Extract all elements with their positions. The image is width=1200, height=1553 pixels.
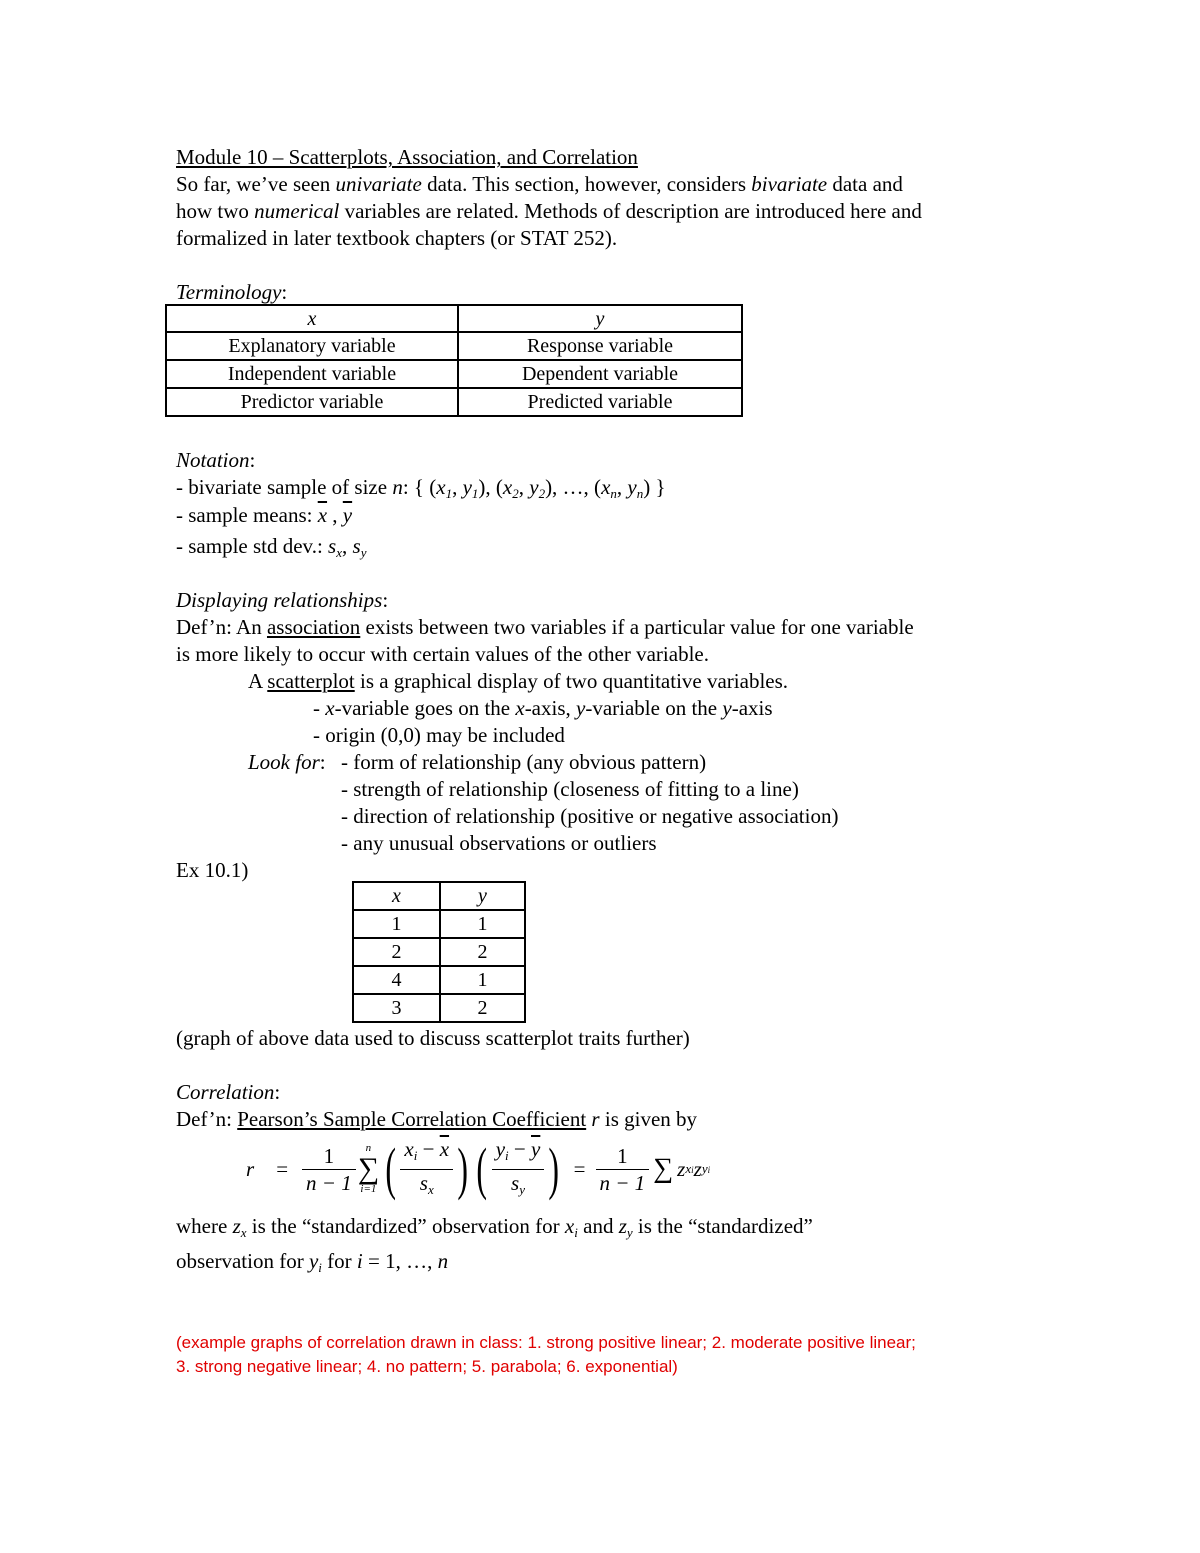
text-italic: y (308, 1249, 319, 1273)
subscript: x (240, 1225, 247, 1240)
intro-line-1 (176, 171, 903, 197)
paren-right-icon: ) (457, 1136, 469, 1201)
text-italic: s (352, 534, 361, 558)
table-cell: 1 (440, 966, 525, 994)
text-italic: r (586, 1107, 600, 1131)
y-bar-symbol: $\overline{y}$ (342, 503, 353, 527)
text: data and (827, 172, 903, 196)
terminology-table (165, 304, 743, 417)
text-italic: bivariate (751, 172, 828, 196)
text: − (508, 1136, 531, 1161)
text-italic: y (576, 696, 586, 720)
y-bar-symbol: $\overline{y}$ (531, 1136, 541, 1161)
text: for (321, 1249, 357, 1273)
look-for-item-2: - strength of relationship (closeness of fitting to a line) (341, 777, 799, 801)
formula-fraction (302, 1143, 356, 1196)
table-header-row (166, 305, 742, 332)
table-cell: 3 (353, 994, 440, 1022)
text-italic: x (436, 475, 446, 499)
notation-line-2 (176, 502, 352, 528)
text-italic: n (437, 1249, 449, 1273)
example-label: Ex 10.1) (176, 858, 249, 882)
text: observation for (176, 1249, 309, 1273)
intro-line-2 (176, 198, 922, 224)
paren-left-icon: ( (476, 1136, 488, 1201)
table-cell: 4 (353, 966, 440, 994)
table-cell: 2 (353, 938, 440, 966)
x-standardized-fraction (400, 1136, 453, 1203)
look-for-label (248, 749, 326, 775)
text: Def’n: An (176, 615, 267, 639)
fraction-numerator: 1 (596, 1143, 650, 1170)
table-row (353, 966, 525, 994)
text-italic: y (627, 475, 637, 499)
text: data. This section, however, considers (421, 172, 752, 196)
formula-equals: = (573, 1156, 586, 1181)
text: and (577, 1214, 619, 1238)
text: : (274, 1080, 281, 1104)
fraction-denominator: n − 1 (306, 1170, 352, 1195)
text: : (249, 448, 256, 472)
subscript: 1 (445, 486, 453, 501)
text-italic: s (511, 1170, 520, 1195)
table-cell: Predictor variable (166, 388, 458, 416)
text: So far, we’ve seen (176, 172, 336, 196)
text: = 1, …, (362, 1249, 438, 1273)
table-row (353, 910, 525, 938)
subscript: x (427, 1181, 434, 1197)
scatterplot-bullet-1 (313, 695, 773, 721)
z-symbol: z (677, 1156, 686, 1181)
class-note-line-1: (example graphs of correlation drawn in class: 1. strong positive linear; 2. moderate positive linear; (176, 1333, 916, 1352)
where-line-1 (176, 1213, 813, 1246)
formula-equals: = (276, 1156, 289, 1181)
table-cell: 1 (440, 910, 525, 938)
text-italic: x (325, 696, 335, 720)
where-line-2 (176, 1248, 448, 1281)
example-data-table (352, 881, 526, 1023)
subscript (702, 1161, 710, 1177)
text-italic: Correlation (176, 1080, 275, 1104)
text: -axis (731, 696, 773, 720)
text: is a graphical display of two quantitative variables. (354, 669, 789, 693)
text: variables are related. Methods of description are introduced here and (339, 199, 922, 223)
fraction-denominator: n − 1 (599, 1170, 646, 1195)
text-italic: y (495, 1136, 506, 1161)
text-italic: Look for (248, 750, 320, 774)
association-def-line-1 (176, 614, 914, 640)
subscript: n (636, 486, 644, 501)
intro-line-3: formalized in later textbook chapters (or STAT 252). (176, 226, 618, 250)
sigma-icon: ∑ (653, 1153, 674, 1184)
scatterplot-bullet-2: - origin (0,0) may be included (313, 723, 565, 747)
text: - sample std dev.: (176, 534, 329, 558)
subscript: i (574, 1225, 578, 1240)
fraction-numerator (492, 1136, 545, 1170)
text: A (248, 669, 268, 693)
text: , (452, 475, 463, 499)
subscript: i (413, 1147, 418, 1163)
terminology-heading (176, 279, 287, 305)
fraction-numerator (400, 1136, 453, 1170)
correlation-heading (176, 1079, 280, 1105)
formula-fraction (596, 1143, 650, 1196)
table-cell: Dependent variable (458, 360, 742, 388)
text: : (281, 280, 288, 304)
table-row (353, 994, 525, 1022)
table-cell: Explanatory variable (166, 332, 458, 360)
text: is the “standardized” observation for (246, 1214, 565, 1238)
text: is given by (599, 1107, 698, 1131)
table-cell: 2 (440, 994, 525, 1022)
example-caption: (graph of above data used to discuss scatterplot traits further) (176, 1026, 690, 1050)
text: ) } (643, 475, 666, 499)
text-italic: x (564, 1214, 575, 1238)
look-for-item-1: - form of relationship (any obvious pattern) (341, 750, 707, 774)
subscript: i (505, 1147, 509, 1163)
text: : { ( (402, 475, 437, 499)
text-italic: univariate (335, 172, 422, 196)
look-for-item-3: - direction of relationship (positive or negative association) (341, 804, 839, 828)
subscript: i (691, 1165, 694, 1175)
text-italic: x (515, 696, 525, 720)
table-row (353, 938, 525, 966)
text: Def’n: (176, 1107, 238, 1131)
subscript: x (336, 545, 342, 560)
subscript: y (701, 1161, 708, 1176)
table-header-row (353, 882, 525, 910)
text-italic: i (356, 1249, 363, 1273)
paren-right-icon: ) (548, 1136, 560, 1201)
text: exists between two variables if a particular value for one variable (360, 615, 914, 639)
look-for-item-4: - any unusual observations or outliers (341, 831, 657, 855)
class-note-line-2: 3. strong negative linear; 4. no pattern; 5. parabola; 6. exponential) (176, 1357, 678, 1376)
text: ), ( (478, 475, 503, 499)
text: , (327, 503, 343, 527)
x-bar-symbol: $\overline{x}$ (317, 503, 328, 527)
fraction-denominator (400, 1170, 453, 1203)
table-header-cell: x (166, 305, 458, 332)
scatterplot-def (248, 668, 788, 694)
text-italic: Terminology (176, 280, 282, 304)
sum-upper: n (365, 1142, 372, 1154)
subscript: y (626, 1225, 633, 1240)
text: , (342, 534, 353, 558)
text: , (518, 475, 530, 499)
text: ), …, ( (545, 475, 602, 499)
pearson-def (176, 1106, 697, 1132)
text-italic: y (529, 475, 539, 499)
table-row (166, 360, 742, 388)
subscript: y (360, 545, 367, 560)
text-italic: y (722, 696, 732, 720)
sum-lower: i=1 (360, 1183, 377, 1195)
page-title: Module 10 – Scatterplots, Association, and Correlation (176, 145, 638, 169)
text-italic: x (601, 475, 611, 499)
subscript: 2 (538, 486, 546, 501)
subscript: x (685, 1161, 692, 1176)
text: - bivariate sample of size (176, 475, 393, 499)
text-italic: numerical (254, 199, 340, 223)
text: − (417, 1136, 440, 1161)
text: , (616, 475, 628, 499)
table-header-cell: y (458, 305, 742, 332)
text-italic: Notation (176, 448, 250, 472)
text-italic: s (328, 534, 337, 558)
subscript: y (519, 1181, 525, 1197)
text-italic: s (419, 1170, 428, 1195)
text-italic: x (502, 475, 513, 499)
paren-left-icon: ( (385, 1136, 397, 1201)
text: is the “standardized” (632, 1214, 813, 1238)
text: -variable on the (585, 696, 723, 720)
text: : (382, 588, 389, 612)
table-cell: 2 (440, 938, 525, 966)
x-bar-symbol: $\overline{x}$ (439, 1136, 450, 1161)
term-association: association (266, 615, 361, 639)
table-header-cell: x (353, 882, 440, 910)
table-row (166, 332, 742, 360)
z-symbol: z (618, 1214, 627, 1238)
table-cell: Independent variable (166, 360, 458, 388)
table-row (166, 388, 742, 416)
subscript: 2 (512, 486, 519, 501)
text-italic: x (404, 1136, 414, 1161)
text-italic: y (462, 475, 472, 499)
subscript: n (610, 486, 617, 501)
subscript (685, 1161, 693, 1177)
formula-summation (358, 1143, 379, 1195)
z-symbol: z (693, 1156, 702, 1181)
subscript: i (707, 1165, 711, 1175)
fraction-numerator: 1 (302, 1143, 356, 1170)
table-cell: 1 (353, 910, 440, 938)
correlation-formula (246, 1137, 710, 1201)
text: how two (176, 199, 255, 223)
term-scatterplot: scatterplot (267, 669, 355, 693)
text: -variable goes on the (334, 696, 516, 720)
association-def-line-2: is more likely to occur with certain values of the other variable. (176, 642, 709, 666)
text-italic: Displaying relationships (176, 588, 383, 612)
displaying-heading (176, 587, 388, 613)
fraction-denominator (492, 1170, 545, 1203)
text: : (319, 750, 326, 774)
sigma-icon: ∑ (357, 1152, 380, 1185)
notation-line-3 (176, 533, 366, 566)
text: where (176, 1214, 233, 1238)
text-italic: n (392, 475, 403, 499)
y-standardized-fraction (492, 1136, 545, 1203)
notation-heading (176, 447, 255, 473)
subscript: 1 (471, 486, 479, 501)
text: - sample means: (176, 503, 318, 527)
text: - (313, 696, 326, 720)
term-pearson: Pearson’s Sample Correlation Coefficient (237, 1107, 587, 1131)
table-header-cell: y (440, 882, 525, 910)
subscript: i (318, 1260, 322, 1275)
formula-r: r (246, 1156, 255, 1181)
table-cell: Predicted variable (458, 388, 742, 416)
text: -axis, (524, 696, 577, 720)
z-symbol: z (232, 1214, 241, 1238)
table-cell: Response variable (458, 332, 742, 360)
